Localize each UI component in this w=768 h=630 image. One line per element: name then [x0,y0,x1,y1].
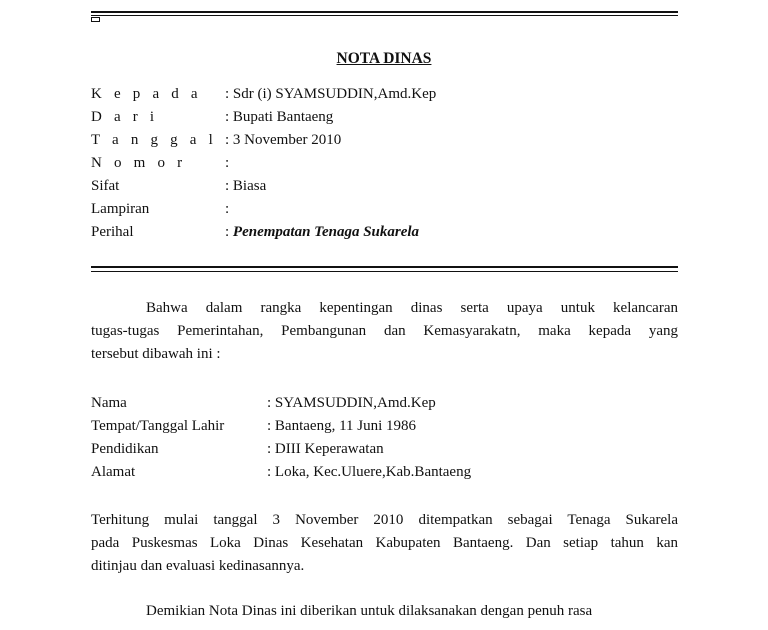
detail-label: Alamat [91,464,136,480]
paragraph-line: Terhitung mulai tanggal 3 November 2010 ditempatkan sebagai Tenaga Sukarela [91,512,678,528]
header-value: : 3 November 2010 [225,132,342,148]
header-divider [91,266,678,268]
detail-value: : DIII Keperawatan [267,441,384,457]
header-label: T a n g g a l [91,132,217,148]
detail-value: : SYAMSUDDIN,Amd.Kep [267,395,436,411]
paragraph-line: ditinjau dan evaluasi kedinasannya. [91,558,305,574]
header-value: : [225,155,230,171]
header-label: N o m o r [91,155,187,171]
detail-label: Tempat/Tanggal Lahir [91,418,225,434]
detail-label: Pendidikan [91,441,159,457]
detail-value: : Bantaeng, 11 Juni 1986 [267,418,417,434]
closing-paragraph [91,600,678,623]
decision-paragraph [91,509,678,578]
header-value: : Sdr (i) SYAMSUDDIN,Amd.Kep [225,86,437,102]
subject-value: Penempatan Tenaga Sukarela [232,224,420,240]
header-label: Lampiran [91,201,150,217]
header-divider-thin [91,271,678,272]
paragraph-line: pada Puskesmas Loka Dinas Kesehatan Kabupaten Bantaeng. Dan setiap tahun kan [91,535,678,551]
paragraph-line: Bahwa dalam rangka kepentingan dinas serta upaya untuk kelancaran [146,300,678,316]
paragraph-line: tugas-tugas Pemerintahan, Pembangunan dan Kemasyarakatn, maka kepada yang [91,323,678,339]
colon: : [225,224,233,240]
paragraph-line: tersebut dibawah ini : [91,346,221,362]
header-label: Perihal [91,224,134,240]
top-rule [91,11,678,13]
intro-paragraph [91,297,678,366]
document-title: NOTA DINAS [336,50,432,67]
detail-value: : Loka, Kec.Uluere,Kab.Bantaeng [267,464,472,480]
header-value: : Bupati Bantaeng [225,109,334,125]
detail-label: Nama [91,395,127,411]
header-value: : Biasa [225,178,267,194]
top-rule-thin [91,15,678,16]
paragraph-line: Demikian Nota Dinas ini diberikan untuk dilaksanakan dengan penuh rasa [146,603,593,619]
header-label: Sifat [91,178,120,194]
header-value [225,221,419,244]
corner-mark [91,17,100,22]
header-value: : [225,201,230,217]
header-label: K e p a d a [91,86,202,102]
header-label: D a r i [91,109,159,125]
